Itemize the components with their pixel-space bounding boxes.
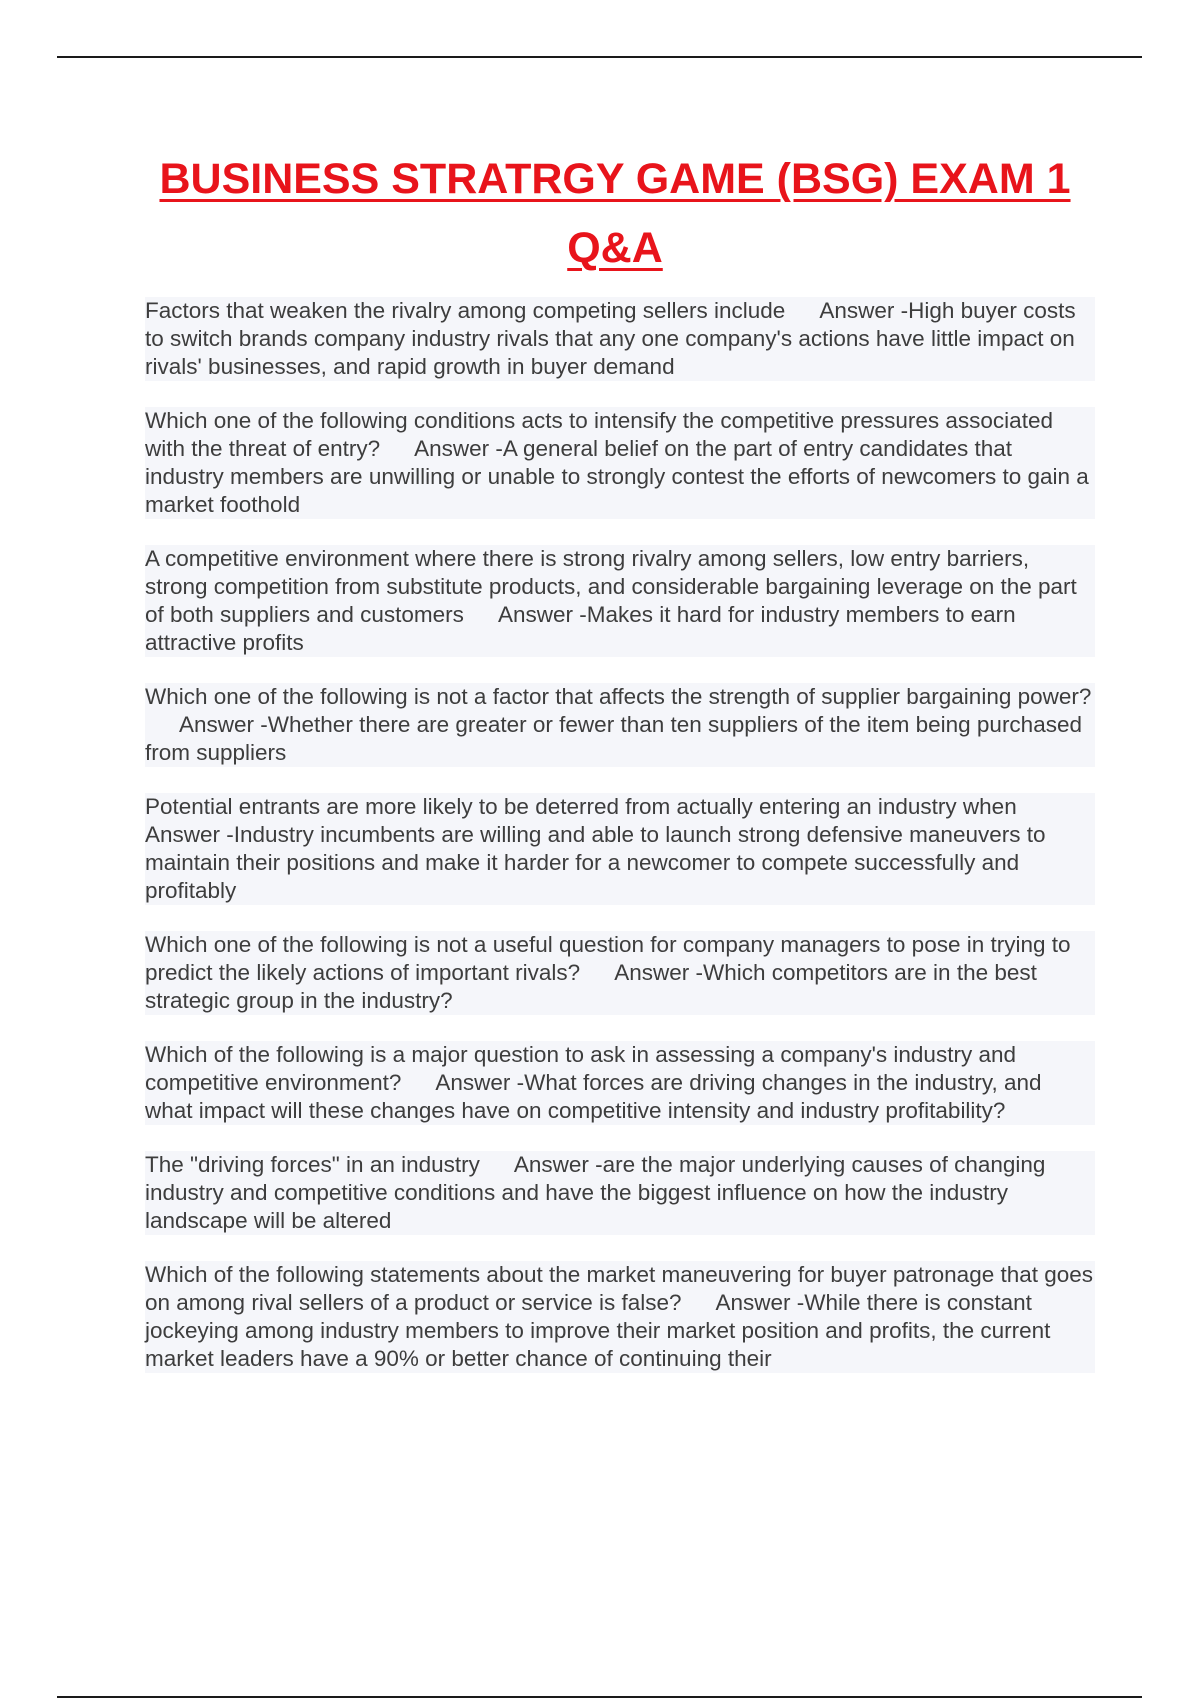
answer-label: Answer - [414, 436, 503, 461]
qa-item [145, 297, 1095, 381]
answer-label: Answer - [715, 1290, 805, 1315]
answer-text: Which competitors are in the best strategic group in the industry? [145, 960, 1037, 1013]
answer-label: Answer - [614, 960, 703, 985]
page-title-text: BUSINESS STRATRGY GAME (BSG) EXAM 1 Q&A [159, 155, 1071, 272]
qa-list [145, 297, 1095, 1399]
question-text: Which one of the following is not a factor that affects the strength of supplier bargaining power? [145, 684, 1092, 709]
question-text: The "driving forces" in an industry [145, 1152, 480, 1177]
answer-label: Answer - [145, 822, 234, 847]
answer-text: High buyer costs to switch brands company industry rivals that any one company's actions have little impact on rivals' businesses, and rapid growth in buyer demand [145, 298, 1076, 379]
answer-label: Answer - [819, 298, 909, 323]
question-text: Which one of the following is not a useful question for company managers to pose in trying to predict the likely actions of important rivals? [145, 932, 1071, 985]
qa-item [145, 931, 1095, 1015]
answer-label: Answer - [497, 602, 587, 627]
question-text: A competitive environment where there is strong rivalry among sellers, low entry barriers, strong competition from substitute products, and considerable bargaining leverage on the part of both suppliers and customers [145, 546, 1077, 627]
qa-item [145, 1261, 1095, 1373]
answer-text: A general belief on the part of entry candidates that industry members are unwilling or unable to strongly contest the efforts of newcomers to gain a market foothold [145, 436, 1089, 517]
answer-text: are the major underlying causes of changing industry and competitive conditions and have the biggest influence on how the industry landscape will be altered [145, 1152, 1046, 1233]
answer-text: Whether there are greater or fewer than ten suppliers of the item being purchased from suppliers [145, 712, 1082, 765]
answer-text: What forces are driving changes in the industry, and what impact will these changes have on competitive intensity and industry profitability? [145, 1070, 1042, 1123]
qa-item [145, 793, 1095, 905]
answer-text: Makes it hard for industry members to earn attractive profits [145, 602, 1016, 655]
question-text: Potential entrants are more likely to be deterred from actually entering an industry when [145, 794, 1017, 819]
qa-item [145, 1151, 1095, 1235]
answer-label: Answer - [179, 712, 268, 737]
qa-item [145, 1041, 1095, 1125]
qa-item [145, 407, 1095, 519]
header-rule [57, 56, 1142, 58]
question-text: Factors that weaken the rivalry among competing sellers include [145, 298, 786, 323]
footer-rule [57, 1696, 1142, 1698]
page-title [140, 145, 1090, 283]
question-text: Which of the following statements about the market maneuvering for buyer patronage that goes on among rival sellers of a product or service is false? [145, 1262, 1094, 1315]
question-text: Which of the following is a major question to ask in assessing a company's industry and competitive environment? [145, 1042, 1016, 1095]
qa-item [145, 545, 1095, 657]
answer-label: Answer - [513, 1152, 603, 1177]
answer-label: Answer - [435, 1070, 525, 1095]
answer-text: While there is constant jockeying among industry members to improve their market position and profits, the current market leaders have a 90% or better chance of continuing their [145, 1290, 1051, 1371]
qa-item [145, 683, 1095, 767]
answer-text: Industry incumbents are willing and able to launch strong defensive maneuvers to maintain their positions and make it harder for a newcomer to compete successfully and profitably [145, 822, 1046, 903]
question-text: Which one of the following conditions acts to intensify the competitive pressures associated with the threat of entry? [145, 408, 1053, 461]
